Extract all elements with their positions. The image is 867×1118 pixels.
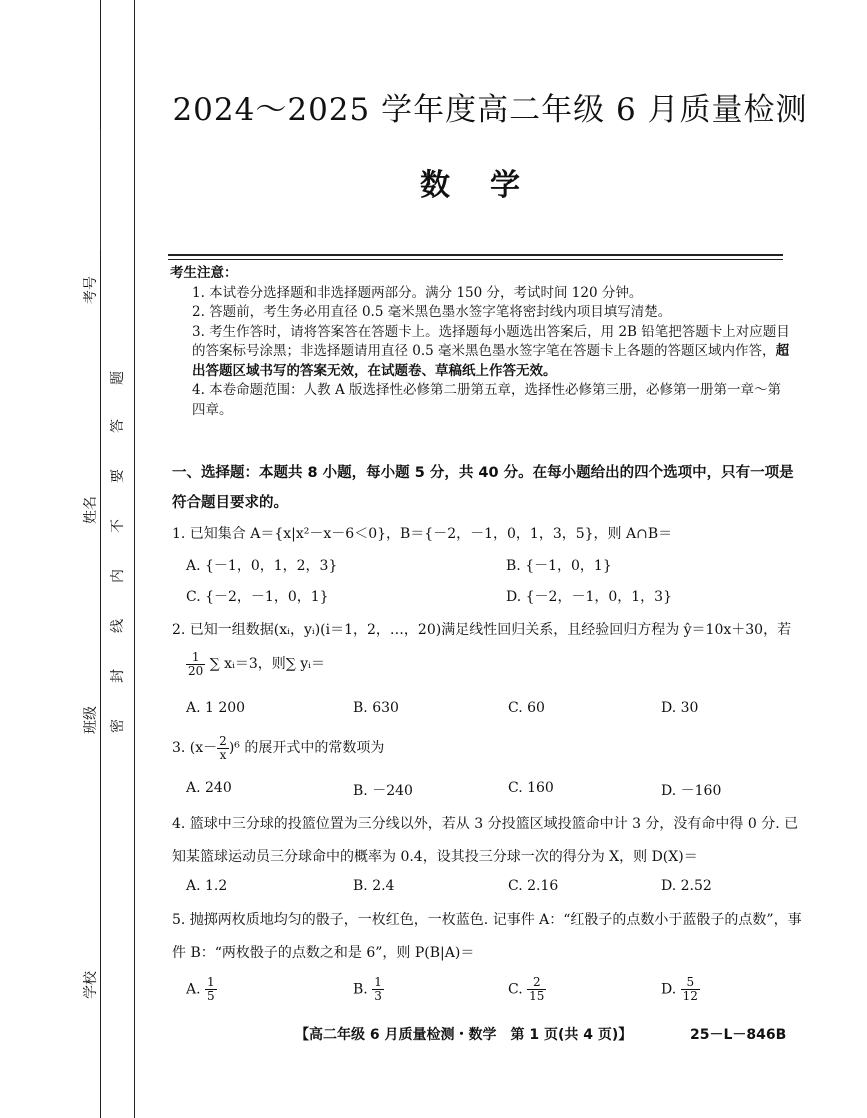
question-2-option-a: A. 1 200	[186, 700, 246, 716]
question-1-option-d: D. {－2，－1，0，1，3}	[506, 589, 672, 605]
question-4-option-c: C. 2.16	[508, 878, 559, 894]
question-2-option-c: C. 60	[508, 700, 545, 716]
fraction-denominator: 20	[188, 663, 204, 678]
question-1-option-b: B. {－1，0，1}	[506, 558, 612, 574]
class-label: 班级	[83, 706, 99, 734]
question-3-stem	[172, 734, 802, 762]
question-1-option-a: A. {－1，0，1，2，3}	[186, 558, 338, 574]
seal-char: 要	[110, 469, 126, 483]
question-4-option-b: B. 2.4	[353, 878, 395, 894]
notice-item-text: 1. 本试卷分选择题和非选择题两部分。满分 150 分，考试时间 120 分钟。	[192, 284, 643, 301]
question-5-option-d	[661, 976, 700, 1003]
binding-line-inner	[134, 0, 135, 1118]
question-1-stem: 1. 已知集合 A＝{x|x²－x－6＜0}，B＝{－2，－1，0，1，3，5}，则 A∩B＝	[172, 526, 673, 542]
question-4-stem: 4. 篮球中三分球的投篮位置为三分线以外，若从 3 分投篮区域投篮命中计 3 分，没有命中得 0 分. 已知某篮球运动员三分球命中的概率为 0.4，设其投三分球一次的得分为 X，则 D(X)＝	[172, 816, 799, 865]
fraction	[372, 976, 384, 1003]
question-5-stem: 5. 抛掷两枚质地均匀的骰子，一枚红色，一枚蓝色. 记事件 A：“红骰子的点数小于蓝骰子的点数”，事件 B：“两枚骰子的点数之和是 6”，则 P(B|A)＝	[172, 912, 802, 961]
subject-title: 数学	[420, 168, 560, 203]
notice-item	[170, 381, 790, 420]
option-label: B.	[353, 981, 368, 998]
seal-char: 密	[110, 719, 126, 733]
header-rule-bottom	[168, 259, 783, 260]
footer-page-info: 【高二年级 6 月质量检测・数学 第 1 页(共 4 页)】	[295, 1027, 633, 1043]
seal-char: 题	[110, 371, 126, 385]
question-4-option-d: D. 2.52	[661, 878, 712, 894]
seal-char: 不	[110, 519, 126, 533]
option-label: A.	[186, 981, 201, 998]
notice-block	[170, 264, 790, 420]
notice-heading: 考生注意：	[170, 265, 238, 281]
question-2-sum-x: ∑ xᵢ＝3，则	[209, 656, 286, 672]
question-5-option-c	[508, 976, 546, 1003]
notice-item	[170, 323, 790, 382]
question-3-option-c: C. 160	[508, 780, 554, 796]
fraction	[527, 976, 546, 1003]
name-label: 姓名	[83, 496, 99, 524]
fraction-numerator: 1	[186, 651, 205, 665]
exam-no-underline	[100, 130, 101, 250]
fraction-numerator: 5	[681, 976, 700, 990]
question-2-option-b: B. 630	[353, 700, 399, 716]
question-2-stem: 2. 已知一组数据(xᵢ，yᵢ)(i＝1，2，…，20)满足线性回归关系，且经验回归方程为 ŷ＝10x＋30，若	[172, 622, 792, 638]
fraction-numerator: 2	[219, 733, 227, 748]
option-label: D.	[661, 981, 677, 998]
notice-item	[170, 303, 790, 323]
question-3-option-b: B. －240	[353, 783, 413, 799]
fraction-denominator: 3	[374, 989, 382, 1003]
question-1-option-c: C. {－2，－1，0，1}	[186, 589, 329, 605]
seal-char: 线	[110, 619, 126, 633]
fraction-numerator: 1	[374, 975, 382, 989]
question-3-option-d: D. －160	[661, 783, 722, 799]
seal-char: 答	[110, 419, 126, 433]
notice-item	[170, 284, 790, 304]
fraction	[186, 651, 205, 678]
question-5-option-a	[186, 976, 217, 1003]
fraction-numerator: 1	[207, 975, 215, 989]
notice-item-text: 2. 答题前，考生务必用直径 0.5 毫米黑色墨水签字笔将密封线内项目填写清楚。	[192, 304, 672, 320]
fraction-denominator: 5	[207, 989, 215, 1003]
fraction-denominator: 12	[682, 989, 698, 1003]
seal-char: 封	[110, 669, 126, 683]
question-2-option-d: D. 30	[661, 700, 699, 716]
question-3-stem-post: )⁶ 的展开式中的常数项为	[228, 740, 385, 756]
question-5-option-b	[353, 976, 384, 1003]
fraction-numerator: 2	[527, 976, 546, 990]
section-heading: 一、选择题：本题共 8 小题，每小题 5 分，共 40 分。在每小题给出的四个选项中，只有一项是符合题目要求的。	[172, 465, 794, 511]
fraction-denominator: 15	[529, 989, 545, 1003]
fraction	[681, 976, 700, 1003]
footer-code: 25－L－846B	[690, 1027, 787, 1043]
question-3-stem-pre: 3. (x－	[172, 740, 218, 756]
page-title: 2024～2025 学年度高二年级 6 月质量检测	[172, 92, 808, 128]
fraction-denominator: x	[219, 747, 227, 762]
option-label: C.	[508, 981, 523, 998]
question-2-stem-line2	[186, 650, 586, 678]
fraction	[205, 976, 217, 1003]
notice-item-text: 4. 本卷命题范围：人教 A 版选择性必修第二册第五章，选择性必修第三册，必修第一册第一章～第四章。	[192, 382, 782, 418]
question-2-sum-y: ∑ yᵢ＝	[285, 656, 325, 672]
exam-no-label: 考号	[83, 276, 99, 304]
school-label: 学校	[83, 971, 99, 999]
fraction	[217, 735, 229, 762]
notice-item-bold: 超出答题区域书写的答案无效，在试题卷、草稿纸上作答无效。	[192, 343, 790, 379]
notice-item-text: 3. 考生作答时，请将答案答在答题卡上。选择题每小题选出答案后，用 2B 铅笔把答题卡上对应题目的答案标号涂黑；非选择题请用直径 0.5 毫米黑色墨水签字笔在答题卡上各题的答题区域内作答，	[192, 323, 790, 359]
seal-char: 内	[110, 569, 126, 583]
question-4-option-a: A. 1.2	[186, 878, 228, 894]
question-3-option-a: A. 240	[186, 780, 232, 796]
header-rule-top	[168, 254, 783, 256]
